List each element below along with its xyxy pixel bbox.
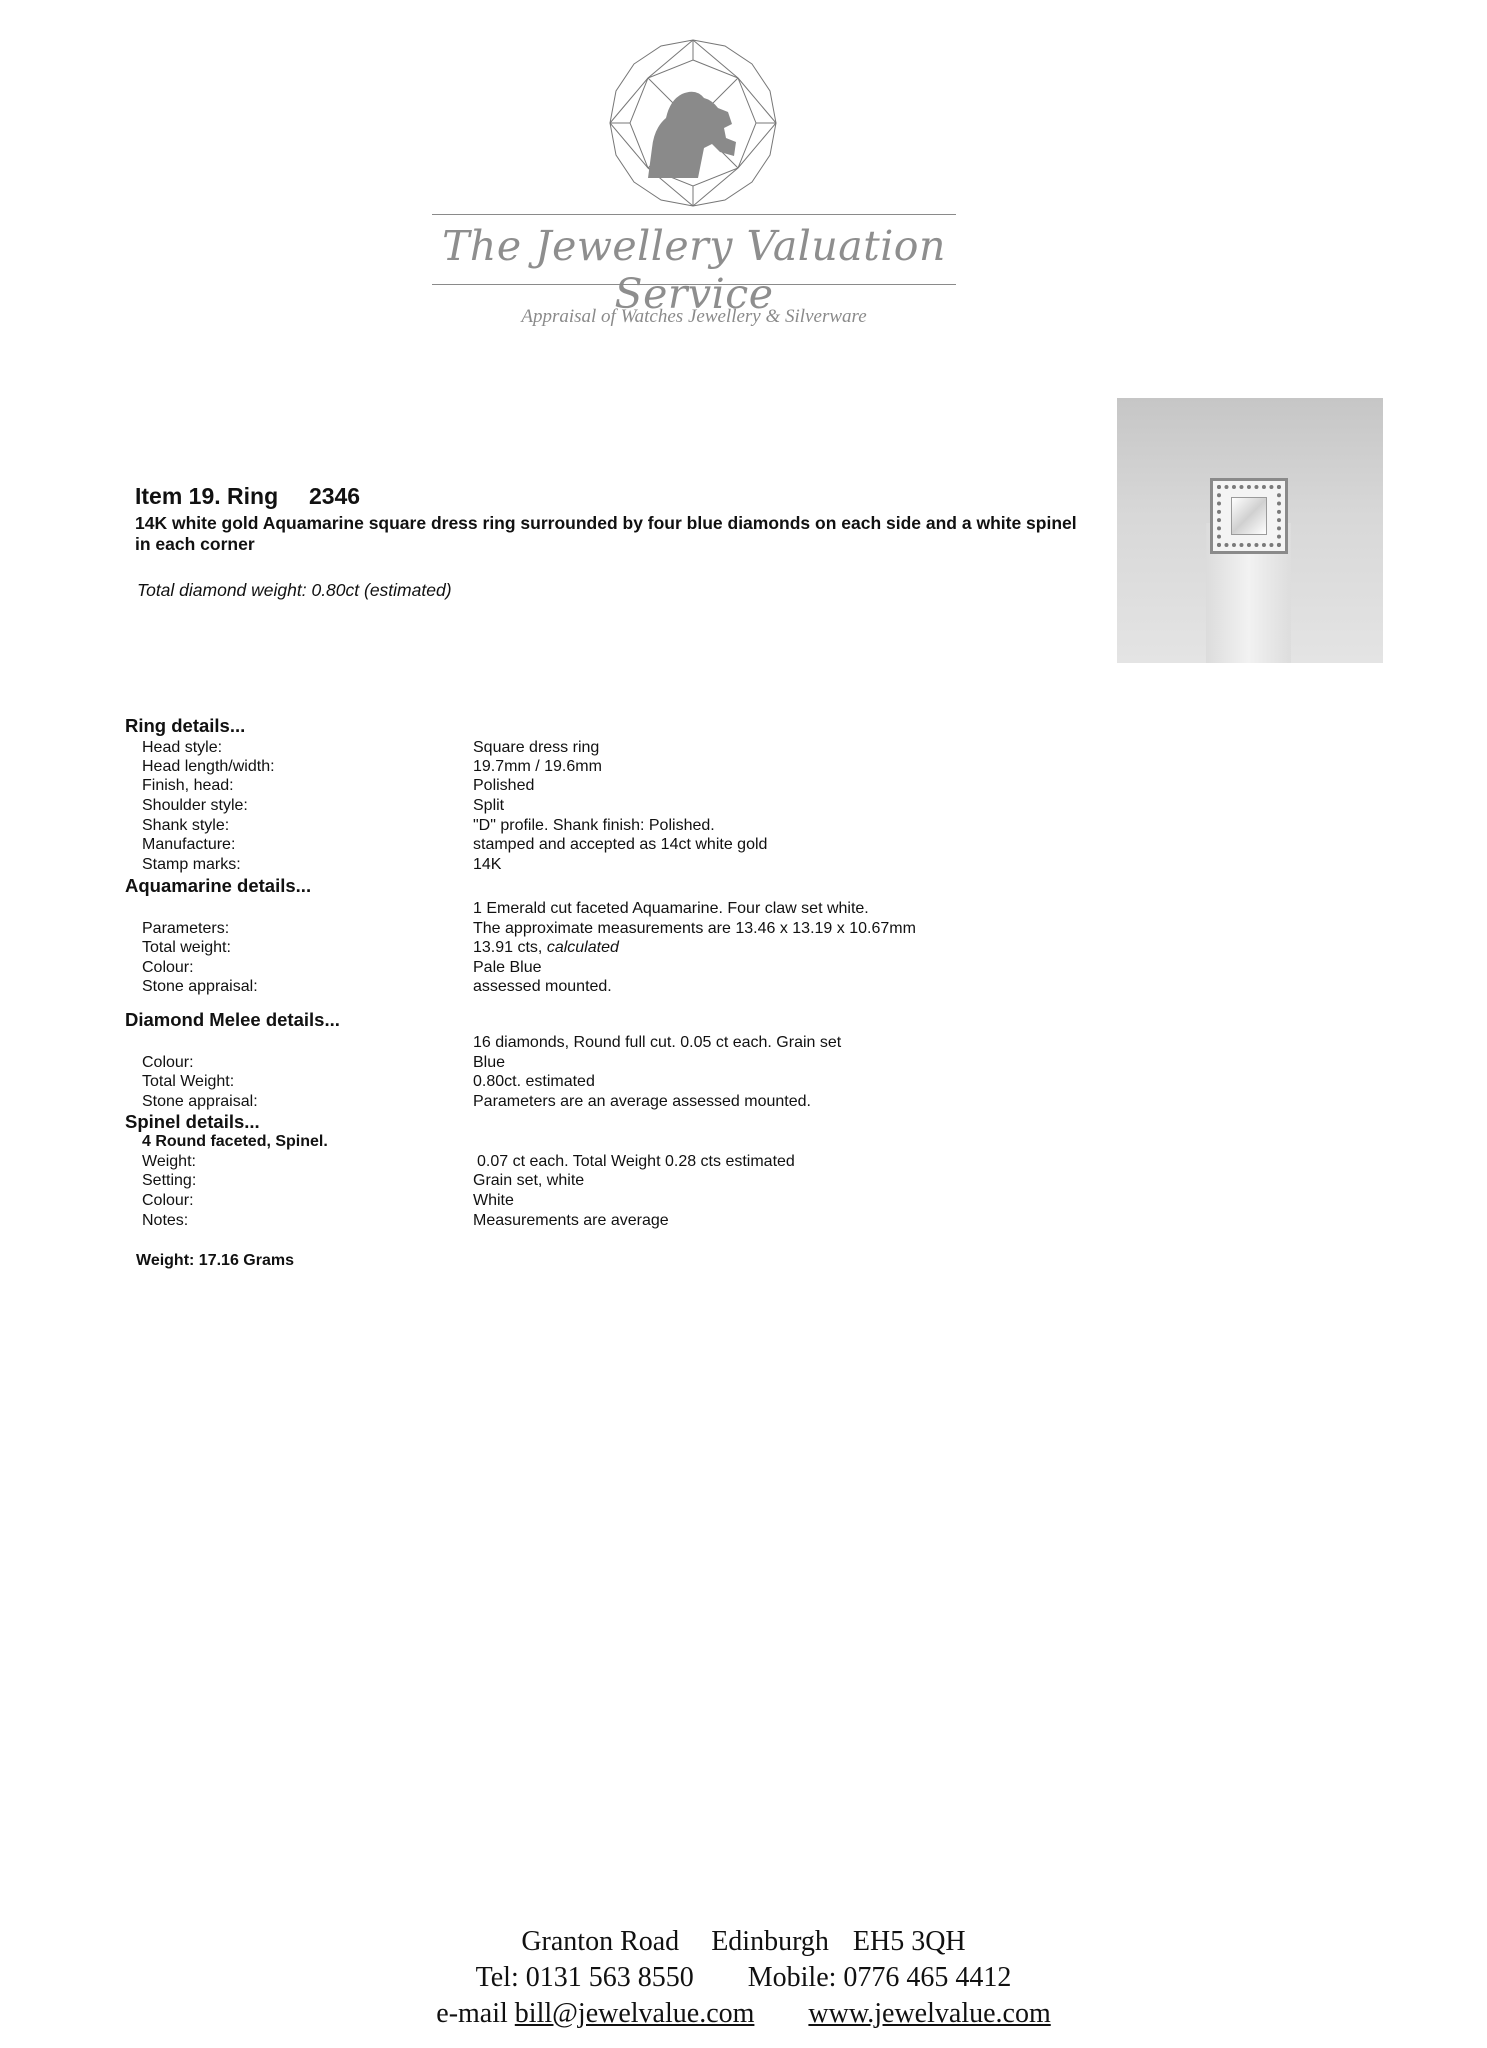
head-size-label: Head length/width: bbox=[142, 758, 275, 775]
brand-title: The Jewellery Valuation Service bbox=[442, 222, 946, 318]
spinel-colour-label: Colour: bbox=[142, 1192, 194, 1209]
footer-email-label: e-mail bbox=[436, 1998, 508, 2029]
aquamarine-weight-label: Total weight: bbox=[142, 939, 231, 956]
head-style-label: Head style: bbox=[142, 739, 223, 756]
jeweller-with-loupe-gem-icon bbox=[608, 38, 778, 208]
diamond-weight-value: 0.80ct. estimated bbox=[473, 1073, 595, 1090]
item-description: 14K white gold Aquamarine square dress ring surrounded by four blue diamonds on each side and a white spinel in each corner bbox=[135, 513, 1077, 554]
diamond-colour-value: Blue bbox=[473, 1054, 506, 1071]
spinel-subheading: 4 Round faceted, Spinel. bbox=[142, 1133, 328, 1150]
footer-city: Edinburgh bbox=[711, 1926, 829, 1957]
aquamarine-appraisal-value: assessed mounted. bbox=[473, 978, 612, 995]
aquamarine-intro: 1 Emerald cut faceted Aquamarine. Four claw set white. bbox=[473, 900, 869, 917]
diamond-colour-label: Colour: bbox=[142, 1054, 194, 1071]
footer-contacts bbox=[0, 1998, 1487, 2030]
spinel-notes-value: Measurements are average bbox=[473, 1212, 669, 1229]
footer-address bbox=[0, 1926, 1487, 1958]
item-title bbox=[135, 483, 360, 510]
spinel-weight-value: 0.07 ct each. Total Weight 0.28 cts estimated bbox=[477, 1153, 795, 1170]
shoulder-label: Shoulder style: bbox=[142, 797, 248, 814]
footer-phones bbox=[0, 1962, 1487, 1994]
spinel-setting-label: Setting: bbox=[142, 1172, 197, 1189]
footer-email-link[interactable]: bill@jewelvalue.com bbox=[514, 1998, 755, 2029]
total-diamond-weight: Total diamond weight: 0.80ct (estimated) bbox=[137, 580, 452, 600]
aquamarine-appraisal-label: Stone appraisal: bbox=[142, 978, 258, 995]
ring-photo bbox=[1117, 398, 1383, 663]
ring-details-heading: Ring details... bbox=[125, 715, 246, 736]
item-number: 2346 bbox=[308, 483, 361, 509]
footer-postcode: EH5 3QH bbox=[852, 1926, 966, 1957]
spinel-notes-label: Notes: bbox=[142, 1212, 189, 1229]
shank-label: Shank style: bbox=[142, 817, 230, 834]
total-item-weight: Weight: 17.16 Grams bbox=[136, 1252, 294, 1269]
manufacture-label: Manufacture: bbox=[142, 836, 236, 853]
footer-mobile: Mobile: 0776 465 4412 bbox=[747, 1962, 1012, 1993]
diamond-weight-label: Total Weight: bbox=[142, 1073, 235, 1090]
aquamarine-weight-number: 13.91 cts, bbox=[473, 939, 543, 956]
spinel-colour-value: White bbox=[473, 1192, 514, 1209]
finish-value: Polished bbox=[473, 777, 535, 794]
aquamarine-weight-note: calculated bbox=[546, 939, 619, 956]
spinel-setting-value: Grain set, white bbox=[473, 1172, 585, 1189]
finish-label: Finish, head: bbox=[142, 777, 234, 794]
aquamarine-details-heading: Aquamarine details... bbox=[125, 875, 312, 896]
spinel-details-heading: Spinel details... bbox=[125, 1111, 260, 1132]
stamp-label: Stamp marks: bbox=[142, 856, 241, 873]
item-title-prefix: Item 19. Ring bbox=[135, 483, 279, 509]
spinel-weight-label: Weight: bbox=[142, 1153, 196, 1170]
diamond-details-heading: Diamond Melee details... bbox=[125, 1009, 340, 1030]
diamond-intro: 16 diamonds, Round full cut. 0.05 ct each. Grain set bbox=[473, 1034, 842, 1051]
diamond-appraisal-label: Stone appraisal: bbox=[142, 1093, 258, 1110]
ring-head-image bbox=[1210, 478, 1288, 554]
head-size-value: 19.7mm / 19.6mm bbox=[473, 758, 602, 775]
diamond-appraisal-value: Parameters are an average assessed mounted. bbox=[473, 1093, 811, 1110]
manufacture-value: stamped and accepted as 14ct white gold bbox=[473, 836, 768, 853]
footer-tel: Tel: 0131 563 8550 bbox=[475, 1962, 694, 1993]
parameters-label: Parameters: bbox=[142, 920, 230, 937]
stamp-value: 14K bbox=[473, 856, 502, 873]
aquamarine-colour-value: Pale Blue bbox=[473, 959, 542, 976]
head-style-value: Square dress ring bbox=[473, 739, 600, 756]
aquamarine-colour-label: Colour: bbox=[142, 959, 194, 976]
brand-subtitle: Appraisal of Watches Jewellery & Silverware bbox=[521, 306, 867, 327]
footer-website-link[interactable]: www.jewelvalue.com bbox=[808, 1998, 1051, 2029]
shank-value: "D" profile. Shank finish: Polished. bbox=[473, 817, 715, 834]
aquamarine-weight-value bbox=[473, 939, 619, 957]
shoulder-value: Split bbox=[473, 797, 505, 814]
parameters-value: The approximate measurements are 13.46 x 13.19 x 10.67mm bbox=[473, 920, 916, 937]
footer-street: Granton Road bbox=[521, 1926, 680, 1957]
